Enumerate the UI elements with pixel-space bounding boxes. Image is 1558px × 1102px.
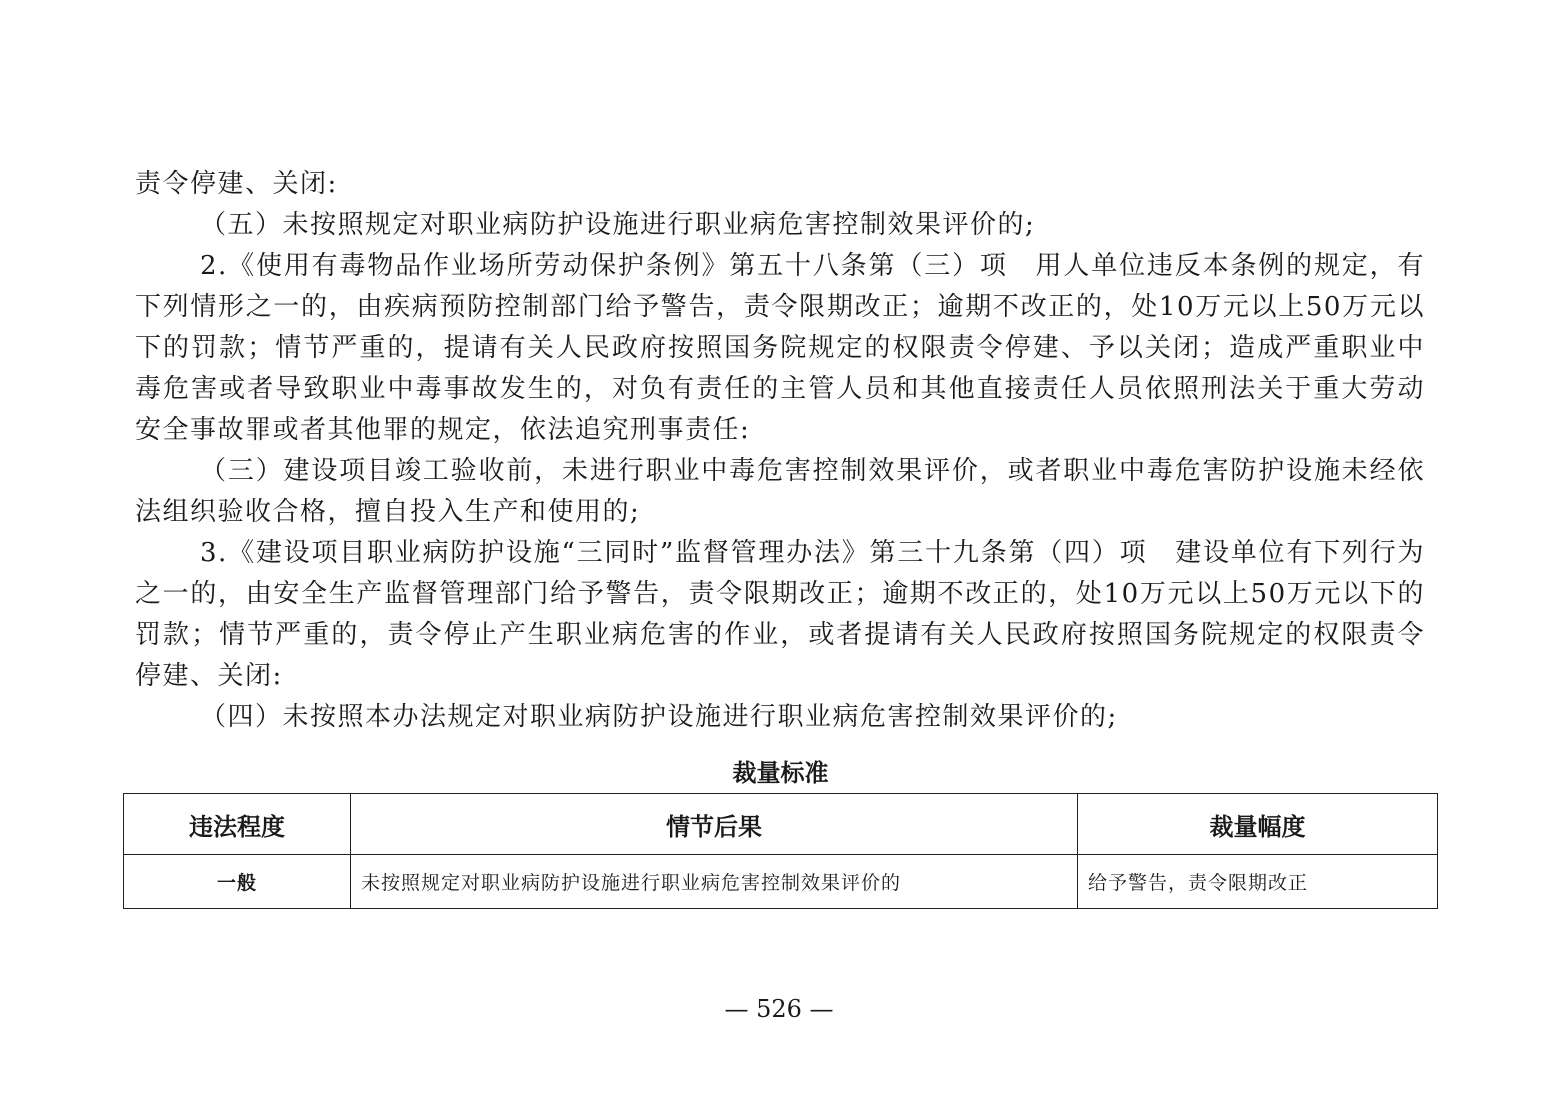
- paragraph-continuation: 责令停建、关闭:: [135, 169, 338, 199]
- header-violation-degree: 违法程度: [124, 794, 351, 855]
- cell-penalty: 给予警告，责令限期改正: [1078, 855, 1438, 909]
- paragraph-item-three: （三）建设项目竣工验收前，未进行职业中毒危害控制效果评价，或者职业中毒危害防护设施未经依法组织验收合格，擅自投入生产和使用的;: [135, 456, 1425, 527]
- page-number: — 526 —: [724, 995, 834, 1023]
- paragraph-regulation-3: 3.《建设项目职业病防护设施“三同时”监督管理办法》第三十九条第（四）项 建设单位有下列行为之一的，由安全生产监督管理部门给予警告，责令限期改正；逾期不改正的，处10万元以上50万元以下的罚款；情节严重的，责令停止产生职业病危害的作业，或者提请有关人民政府按照国务院规定的权限责令停建、关闭:: [135, 538, 1425, 691]
- header-penalty-range: 裁量幅度: [1078, 794, 1438, 855]
- table-header-row: [124, 794, 1438, 855]
- paragraph-item-five: （五）未按照规定对职业病防护设施进行职业病危害控制效果评价的;: [200, 210, 1036, 240]
- cell-degree: 一般: [124, 855, 351, 909]
- table-row: [124, 855, 1438, 909]
- paragraph-item-four: （四）未按照本办法规定对职业病防护设施进行职业病危害控制效果评价的;: [200, 702, 1118, 732]
- table-title: 裁量标准: [732, 759, 829, 787]
- body-text: [135, 164, 1425, 738]
- header-circumstances: 情节后果: [351, 794, 1078, 855]
- cell-circumstances: 未按照规定对职业病防护设施进行职业病危害控制效果评价的: [351, 855, 1078, 909]
- discretion-standard-table: [123, 793, 1438, 909]
- paragraph-regulation-2: 2.《使用有毒物品作业场所劳动保护条例》第五十八条第（三）项 用人单位违反本条例的规定，有下列情形之一的，由疾病预防控制部门给予警告，责令限期改正；逾期不改正的，处10万元以上50万元以下的罚款；情节严重的，提请有关人民政府按照国务院规定的权限责令停建、予以关闭；造成严重职业中毒危害或者导致职业中毒事故发生的，对负有责任的主管人员和其他直接责任人员依照刑法关于重大劳动安全事故罪或者其他罪的规定，依法追究刑事责任:: [135, 251, 1425, 445]
